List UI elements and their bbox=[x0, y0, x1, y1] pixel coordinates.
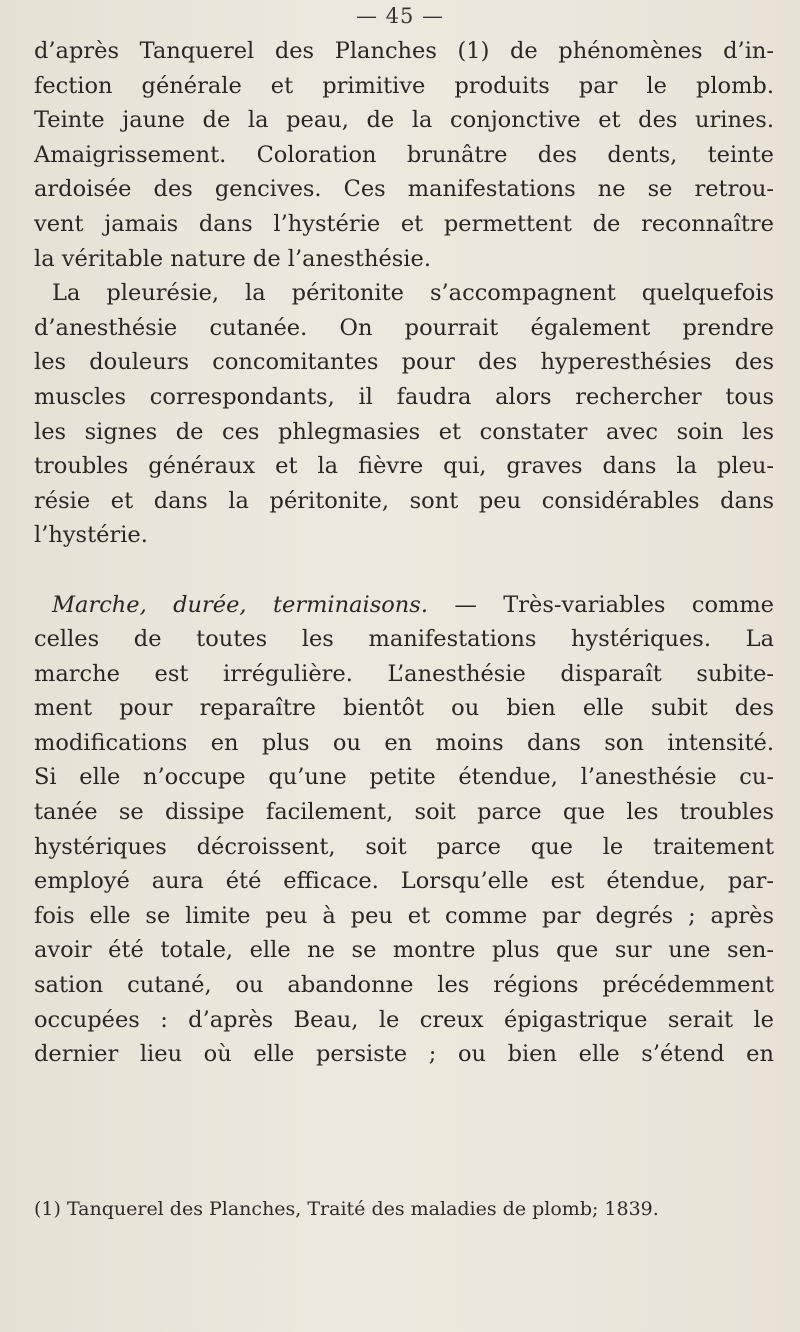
text-line: vent jamais dans l’hystérie et permettent de reconnaître bbox=[34, 210, 774, 237]
section-first-line bbox=[34, 588, 774, 623]
text-line: Si elle n’occupe qu’une petite étendue, l’anesthésie cu- bbox=[34, 764, 774, 791]
text-line: les signes de ces phlegmasies et constater avec soin les bbox=[34, 418, 774, 445]
text-line: ment pour reparaître bientôt ou bien elle subit des bbox=[34, 695, 774, 722]
footnote: (1) Tanquerel des Planches, Traité des maladies de plomb; 1839. bbox=[34, 1198, 659, 1220]
text-line: résie et dans la péritonite, sont peu considérables dans bbox=[34, 487, 774, 514]
text-line: troubles généraux et la fièvre qui, graves dans la pleu- bbox=[34, 453, 774, 480]
text-line: Teinte jaune de la peau, de la conjonctive et des urines. bbox=[34, 107, 774, 134]
section-heading: Marche, durée, terminaisons. bbox=[52, 591, 429, 618]
text-line: marche est irrégulière. L’anesthésie disparaît subite- bbox=[34, 660, 774, 687]
text-line: ardoisée des gencives. Ces manifestations ne se retrou- bbox=[34, 176, 774, 203]
text-line: tanée se dissipe facilement, soit parce que les troubles bbox=[34, 799, 774, 826]
text-line: modifications en plus ou en moins dans son intensité. bbox=[34, 729, 774, 756]
text-line: avoir été totale, elle ne se montre plus que sur une sen- bbox=[34, 937, 774, 964]
text-line: muscles correspondants, il faudra alors rechercher tous bbox=[34, 383, 774, 410]
text-line: fois elle se limite peu à peu et comme par degrés ; après bbox=[34, 902, 774, 929]
text-line: d’anesthésie cutanée. On pourrait également prendre bbox=[34, 314, 774, 341]
text-line: La pleurésie, la péritonite s’accompagnent quelquefois bbox=[52, 280, 774, 307]
text-line: fection générale et primitive produits par le plomb. bbox=[34, 72, 774, 99]
text-line: occupées : d’après Beau, le creux épigastrique serait le bbox=[34, 1006, 774, 1033]
text-line: celles de toutes les manifestations hystériques. La bbox=[34, 626, 774, 653]
text-line: dernier lieu où elle persiste ; ou bien elle s’étend en bbox=[34, 1041, 774, 1068]
text-line: Amaigrissement. Coloration brunâtre des dents, teinte bbox=[34, 141, 774, 168]
page-number: — 45 — bbox=[355, 4, 445, 28]
body-text bbox=[34, 34, 774, 1072]
section-heading-continuation: — Très-variables comme bbox=[454, 591, 774, 618]
text-line: sation cutané, ou abandonne les régions précédemment bbox=[34, 972, 774, 999]
text-line: l’hystérie. bbox=[34, 522, 148, 549]
text-line: employé aura été efficace. Lorsqu’elle est étendue, par- bbox=[34, 868, 774, 895]
text-line: hystériques décroissent, soit parce que le traitement bbox=[34, 833, 774, 860]
text-line: d’après Tanquerel des Planches (1) de phénomènes d’in- bbox=[34, 38, 774, 64]
text-line: la véritable nature de l’anesthésie. bbox=[34, 245, 431, 272]
text-line: les douleurs concomitantes pour des hyperesthésies des bbox=[34, 349, 774, 376]
paragraph-gap bbox=[34, 553, 774, 588]
